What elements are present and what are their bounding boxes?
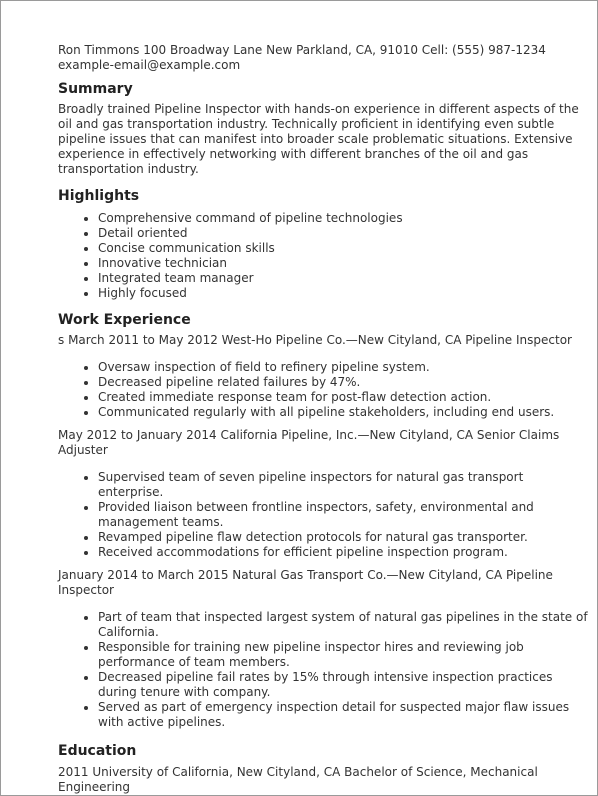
job-bullet: • Created immediate response team for post-flaw detection action. (98, 390, 588, 405)
job-bullet: • Provided liaison between frontline inspectors, safety, environmental and management teams. (98, 500, 588, 530)
job-entry-line: May 2012 to January 2014 California Pipeline, Inc.—New Cityland, CA Senior Claims Adjuster (58, 428, 560, 457)
education-entry: 2011 University of California, New Cityland, CA Bachelor of Science, Mechanical Engineering (58, 765, 538, 794)
job-bullet: • Responsible for training new pipeline inspector hires and reviewing job performance of team members. (98, 640, 588, 670)
job-bullet: • Oversaw inspection of field to refinery pipeline system. (98, 360, 588, 375)
summary-heading: Summary (58, 81, 133, 97)
job-bullet: • Served as part of emergency inspection detail for suspected major flaw issues with active pipelines. (98, 700, 588, 730)
contact-info: Ron Timmons 100 Broadway Lane New Parkland, CA, 91010 Cell: (555) 987-1234 example-email@example.com (58, 43, 546, 72)
job-bullets-list (58, 470, 588, 560)
job-bullet: • Decreased pipeline fail rates by 15% through intensive inspection practices during tenure with company. (98, 670, 588, 700)
job-bullet: • Communicated regularly with all pipeline stakeholders, including end users. (98, 405, 588, 420)
resume-content (58, 43, 588, 795)
job-bullet: • Decreased pipeline related failures by 47%. (98, 375, 588, 390)
job-entry-line: January 2014 to March 2015 Natural Gas Transport Co.—New Cityland, CA Pipeline Inspector (58, 568, 553, 597)
job-bullet: • Revamped pipeline flaw detection protocols for natural gas transporter. (98, 530, 588, 545)
highlight-item: • Comprehensive command of pipeline technologies (98, 211, 588, 226)
job-bullet: • Received accommodations for efficient pipeline inspection program. (98, 545, 588, 560)
job-bullet: • Part of team that inspected largest system of natural gas pipelines in the state of California. (98, 610, 588, 640)
summary-text: Broadly trained Pipeline Inspector with hands-on experience in different aspects of the oil and gas transportation industry. Technically proficient in identifying even subtle pipeline issues that can manifest into broader scale problematic situations. Extensive experience in effectively networking with different branches of the oil and gas transportation industry. (58, 102, 579, 176)
highlight-item: • Detail oriented (98, 226, 588, 241)
highlight-item: • Highly focused (98, 286, 588, 301)
highlight-item: • Innovative technician (98, 256, 588, 271)
highlight-item: • Concise communication skills (98, 241, 588, 256)
highlight-item: • Integrated team manager (98, 271, 588, 286)
job-bullets-list (58, 360, 588, 420)
work-experience-heading: Work Experience (58, 312, 191, 328)
education-heading: Education (58, 743, 137, 759)
job-entry-line: s March 2011 to May 2012 West-Ho Pipeline Co.—New Cityland, CA Pipeline Inspector (58, 333, 572, 347)
highlights-list (58, 211, 588, 301)
highlights-heading: Highlights (58, 188, 140, 204)
job-bullets-list (58, 610, 588, 730)
job-bullet: • Supervised team of seven pipeline inspectors for natural gas transport enterprise. (98, 470, 588, 500)
